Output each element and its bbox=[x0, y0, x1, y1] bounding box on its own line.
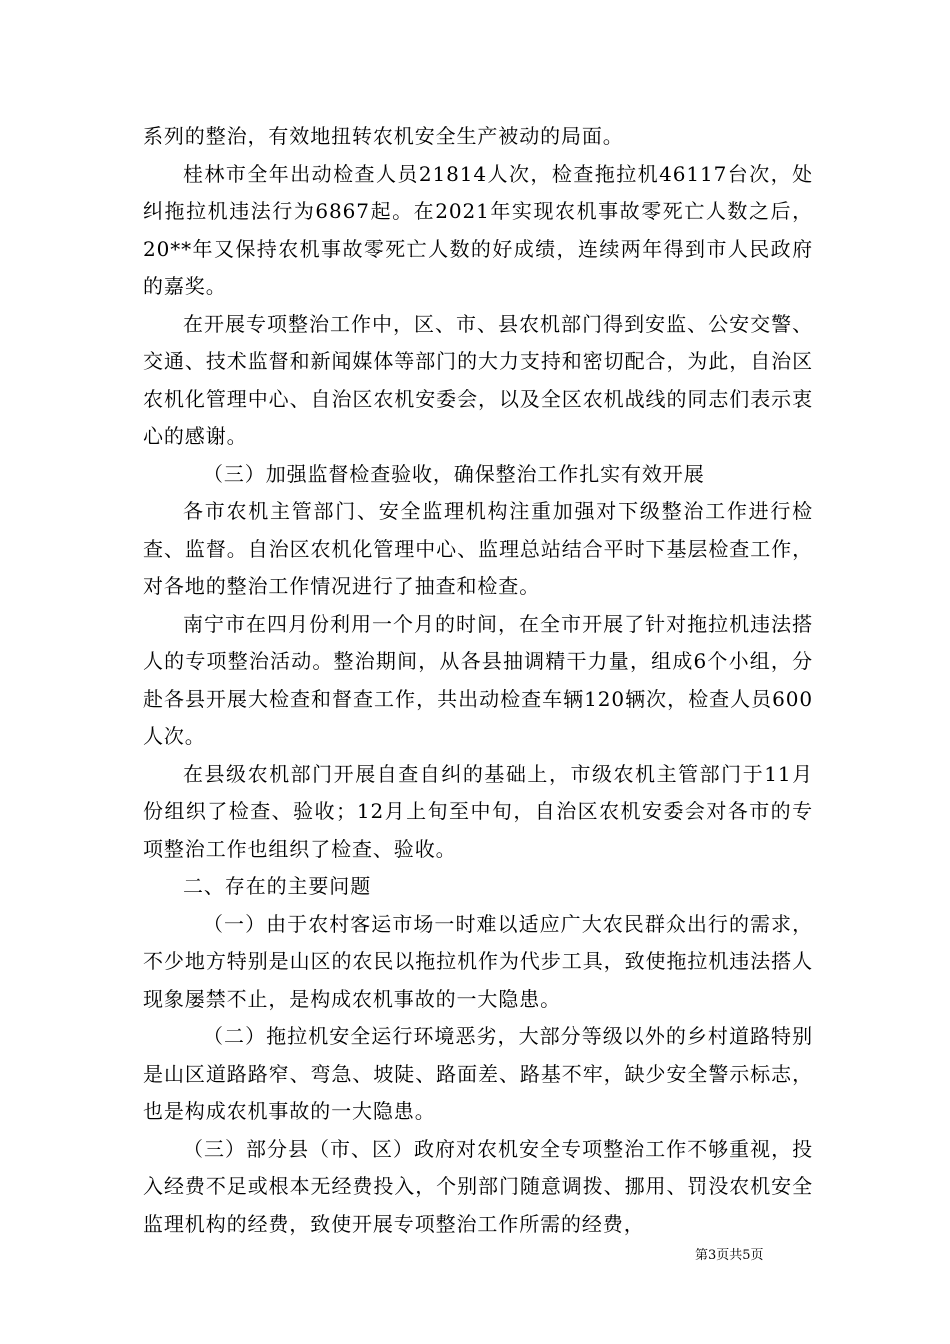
section-heading-problems: 二、存在的主要问题 bbox=[183, 874, 372, 898]
problem-item-1: （一）由于农村客运市场一时难以适应广大农民群众出行的需求，不少地方特别是山区的农民以拖拉机作为代步工具，致使拖拉机违法搭人现象屡禁不止，是构成农机事故的一大隐患。 bbox=[143, 911, 813, 1011]
problem-item-3: （三）部分县（市、区）政府对农机安全专项整治工作不够重视，投入经费不足或根本无经费投入，个别部门随意调拨、挪用、罚没农机安全监理机构的经费，致使开展专项整治工作所需的经费， bbox=[143, 1136, 813, 1236]
problem-item-2: （二）拖拉机安全运行环境恶劣，大部分等级以外的乡村道路特别是山区道路路窄、弯急、坡陡、路面差、路基不牢，缺少安全警示标志，也是构成农机事故的一大隐患。 bbox=[143, 1024, 813, 1123]
paragraph-guilin: 桂林市全年出动检查人员21814人次，检查拖拉机46117台次，处纠拖拉机违法行为6867起。在2021年实现农机事故零死亡人数之后，20**年又保持农机事故零死亡人数的好成绩，连续两年得到市人民政府的嘉奖。 bbox=[143, 161, 813, 298]
paragraph-supervision: 各市农机主管部门、安全监理机构注重加强对下级整治工作进行检查、监督。自治区农机化管理中心、监理总站结合平时下基层检查工作，对各地的整治工作情况进行了抽查和检查。 bbox=[143, 499, 813, 598]
paragraph-thanks: 在开展专项整治工作中，区、市、县农机部门得到安监、公安交警、交通、技术监督和新闻媒体等部门的大力支持和密切配合，为此，自治区农机化管理中心、自治区农机安委会，以及全区农机战线的同志们表示衷心的感谢。 bbox=[143, 311, 813, 448]
paragraph-inspection: 在县级农机部门开展自查自纠的基础上，市级农机主管部门于11月份组织了检查、验收；12月上旬至中旬，自治区农机安委会对各市的专项整治工作也组织了检查、验收。 bbox=[143, 761, 813, 861]
paragraph-continuation: 系列的整治，有效地扭转农机安全生产被动的局面。 bbox=[143, 124, 624, 148]
document-body bbox=[143, 118, 813, 1243]
paragraph-nanning: 南宁市在四月份利用一个月的时间，在全市开展了针对拖拉机违法搭人的专项整治活动。整治期间，从各县抽调精干力量，组成6个小组，分赴各县开展大检查和督查工作，共出动检查车辆120辆次，检查人员600人次。 bbox=[143, 611, 813, 748]
page-number: 第3页共5页 bbox=[695, 1248, 764, 1263]
section-heading-3: （三）加强监督检查验收，确保整治工作扎实有效开展 bbox=[203, 461, 705, 486]
